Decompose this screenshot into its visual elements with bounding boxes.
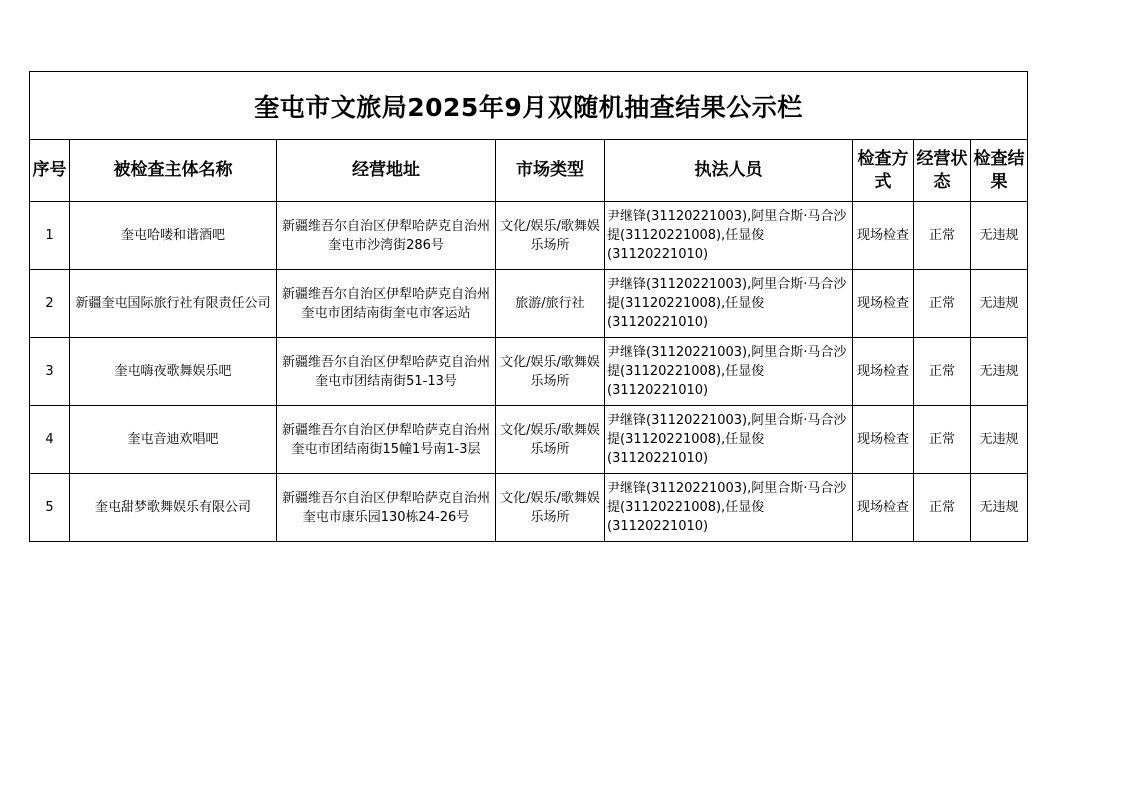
cell-method: 现场检查 [853, 474, 914, 542]
cell-result: 无违规 [971, 202, 1028, 270]
page-title: 奎屯市文旅局2025年9月双随机抽查结果公示栏 [30, 72, 1028, 140]
cell-market: 旅游/旅行社 [496, 270, 605, 338]
header-status: 经营状态 [914, 140, 971, 202]
cell-market: 文化/娱乐/歌舞娱乐场所 [496, 406, 605, 474]
cell-market: 文化/娱乐/歌舞娱乐场所 [496, 474, 605, 542]
cell-name: 奎屯甜梦歌舞娱乐有限公司 [70, 474, 277, 542]
cell-market: 文化/娱乐/歌舞娱乐场所 [496, 338, 605, 406]
table-row [30, 338, 1028, 406]
cell-address: 新疆维吾尔自治区伊犁哈萨克自治州奎屯市康乐园130栋24-26号 [277, 474, 496, 542]
cell-name: 奎屯音迪欢唱吧 [70, 406, 277, 474]
cell-status: 正常 [914, 202, 971, 270]
cell-result: 无违规 [971, 270, 1028, 338]
inspection-results-table [29, 71, 1028, 542]
cell-result: 无违规 [971, 338, 1028, 406]
table-row [30, 406, 1028, 474]
table-row [30, 270, 1028, 338]
cell-officers: 尹继锋(31120221003),阿里合斯·马合沙提(31120221008),任显俊(31120221010) [605, 406, 853, 474]
cell-method: 现场检查 [853, 270, 914, 338]
cell-no: 2 [30, 270, 70, 338]
cell-name: 新疆奎屯国际旅行社有限责任公司 [70, 270, 277, 338]
cell-status: 正常 [914, 474, 971, 542]
header-method: 检查方式 [853, 140, 914, 202]
header-no: 序号 [30, 140, 70, 202]
table-row [30, 202, 1028, 270]
cell-address: 新疆维吾尔自治区伊犁哈萨克自治州奎屯市团结南街奎屯市客运站 [277, 270, 496, 338]
cell-address: 新疆维吾尔自治区伊犁哈萨克自治州奎屯市团结南街51-13号 [277, 338, 496, 406]
cell-officers: 尹继锋(31120221003),阿里合斯·马合沙提(31120221008),任显俊(31120221010) [605, 338, 853, 406]
cell-status: 正常 [914, 406, 971, 474]
cell-no: 3 [30, 338, 70, 406]
header-result: 检查结果 [971, 140, 1028, 202]
cell-result: 无违规 [971, 474, 1028, 542]
cell-result: 无违规 [971, 406, 1028, 474]
header-address: 经营地址 [277, 140, 496, 202]
cell-status: 正常 [914, 270, 971, 338]
cell-officers: 尹继锋(31120221003),阿里合斯·马合沙提(31120221008),任显俊(31120221010) [605, 270, 853, 338]
cell-name: 奎屯哈喽和谐酒吧 [70, 202, 277, 270]
header-row [30, 140, 1028, 202]
cell-address: 新疆维吾尔自治区伊犁哈萨克自治州奎屯市团结南街15幢1号南1-3层 [277, 406, 496, 474]
cell-address: 新疆维吾尔自治区伊犁哈萨克自治州奎屯市沙湾街286号 [277, 202, 496, 270]
cell-no: 4 [30, 406, 70, 474]
cell-name: 奎屯嗨夜歌舞娱乐吧 [70, 338, 277, 406]
cell-method: 现场检查 [853, 202, 914, 270]
cell-no: 5 [30, 474, 70, 542]
cell-method: 现场检查 [853, 406, 914, 474]
cell-no: 1 [30, 202, 70, 270]
header-market: 市场类型 [496, 140, 605, 202]
table-body [30, 202, 1028, 542]
header-officers: 执法人员 [605, 140, 853, 202]
header-name: 被检查主体名称 [70, 140, 277, 202]
cell-officers: 尹继锋(31120221003),阿里合斯·马合沙提(31120221008),任显俊(31120221010) [605, 474, 853, 542]
cell-market: 文化/娱乐/歌舞娱乐场所 [496, 202, 605, 270]
cell-method: 现场检查 [853, 338, 914, 406]
cell-officers: 尹继锋(31120221003),阿里合斯·马合沙提(31120221008),任显俊(31120221010) [605, 202, 853, 270]
table-row [30, 474, 1028, 542]
cell-status: 正常 [914, 338, 971, 406]
